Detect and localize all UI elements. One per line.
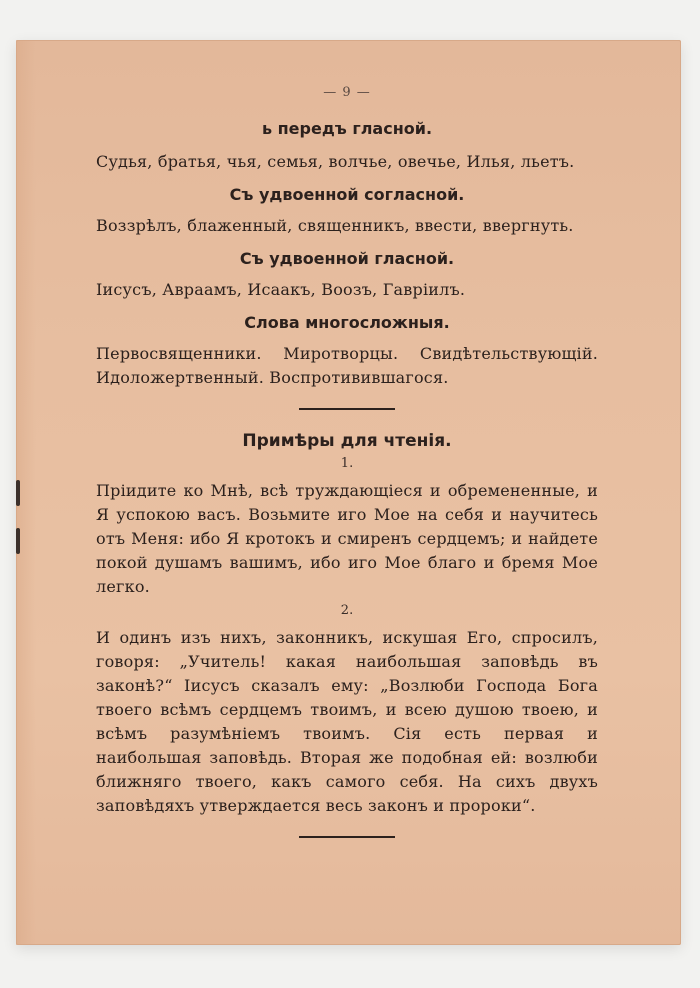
example-number: 1. xyxy=(340,456,354,471)
section-polysyllabic xyxy=(96,312,598,390)
section-heading: Съ удвоенной гласной. xyxy=(239,249,455,268)
section-heading: Слова многосложныя. xyxy=(244,313,450,332)
section-heading: Съ удвоенной согласной. xyxy=(229,185,465,204)
reading-title: Примѣры для чтенія. xyxy=(242,431,452,451)
section-heading: ь передъ гласной. xyxy=(261,119,433,138)
example-number: 2. xyxy=(340,603,354,618)
binding-thread xyxy=(16,480,20,506)
section-text: Судья, братья, чья, семья, волчье, овечье, Илья, льетъ. xyxy=(96,152,575,171)
section-text: Іисусъ, Авраамъ, Исаакъ, Воозъ, Гавріилъ. xyxy=(96,280,466,299)
section-divider xyxy=(299,408,395,410)
reading-example-1 xyxy=(96,456,598,599)
section-double-consonant xyxy=(96,184,598,238)
reading-example-2 xyxy=(96,603,598,818)
section-double-vowel xyxy=(96,248,598,302)
page-content xyxy=(96,85,598,858)
section-soft-sign xyxy=(96,118,598,174)
section-text: Воззрѣлъ, блаженный, священникъ, ввести, ввергнуть. xyxy=(96,216,574,235)
binding-thread xyxy=(16,528,20,554)
page-number: — 9 — xyxy=(323,85,371,100)
book-page xyxy=(16,40,681,945)
end-divider xyxy=(299,836,395,838)
section-text: Первосвященники. Миротворцы. Свидѣтельствующій. Идоложертвенный. Воспротивившагося. xyxy=(96,344,598,387)
example-text: И одинъ изъ нихъ, законникъ, искушая Его, спросилъ, говоря: „Учитель! какая наибольшая заповѣдь въ законѣ?“ Іисусъ сказалъ ему: „Возлюби Господа Бога твоего всѣмъ сердцемъ твоимъ, и всею душою твоею, и всѣмъ разумѣніемъ твоимъ. Сія есть первая и наибольшая заповѣдь. Вторая же подобная ей: возлюби ближняго твоего, какъ самого себя. На сихъ двухъ заповѣдяхъ утверждается весь законъ и пророки“. xyxy=(96,628,598,815)
example-text: Пріидите ко Мнѣ, всѣ труждающіеся и обремененные, и Я успокою васъ. Возьмите иго Мое на себя и научитесь отъ Меня: ибо Я кротокъ и смиренъ сердцемъ; и найдете покой душамъ вашимъ, ибо иго Мое благо и бремя Мое легко. xyxy=(96,481,598,596)
